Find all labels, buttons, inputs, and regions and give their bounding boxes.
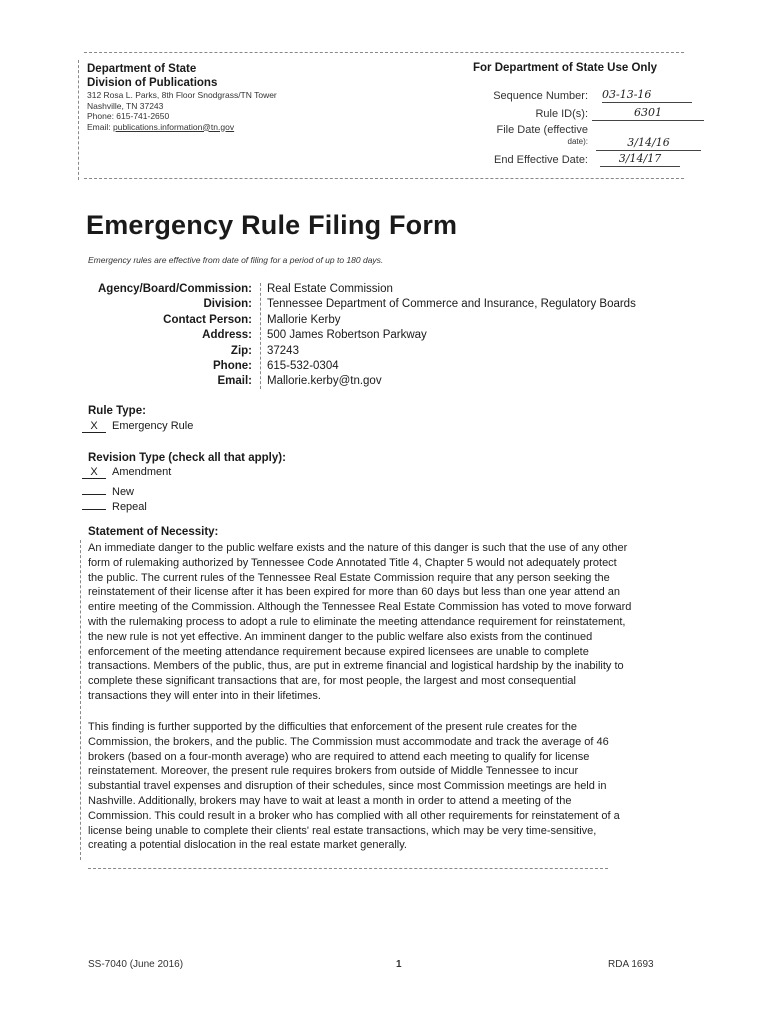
footer-page-number: 1: [396, 959, 402, 970]
statement-line: entire meeting of the Commission. Although the Tennessee Real Estate Commission has voted to move forward: [88, 601, 632, 614]
statement-paragraph-1: [88, 541, 700, 704]
statement-bottom-border: [88, 868, 608, 869]
field-separator: [260, 283, 261, 389]
revision-label-repeal: Repeal: [112, 501, 147, 513]
statement-line: the public. The current rules of the Tennessee Real Estate Commission require that any person seeking the: [88, 571, 610, 584]
statement-line: transactions. Members of the public, thus, are put in extreme financial and logistical hardship by the inability to: [88, 660, 624, 673]
dept-city: Nashville, TN 37243: [87, 100, 164, 111]
statement-line: Commission. This could result in a broker who has complied with all other requirements for reinstatement of a: [88, 809, 620, 822]
rule-type-option: [82, 420, 193, 433]
address-label: Address:: [202, 329, 252, 341]
footer-form-id: SS-7040 (June 2016): [88, 959, 184, 970]
contact-label: Contact Person:: [163, 314, 252, 326]
revision-mark-repeal[interactable]: [82, 497, 106, 510]
form-subtitle: Emergency rules are effective from date of filing for a period of up to 180 days.: [88, 255, 384, 265]
statement-line: license being unable to complete their clients' real estate transactions, which may be very time-sensitive,: [88, 824, 597, 837]
dept-email-link[interactable]: publications.information@tn.gov: [113, 121, 235, 132]
statement-line: An immediate danger to the public welfare exists and the nature of this danger is such that the use of any other: [88, 542, 628, 554]
statement-line: complete these significant transactions that are, for most people, the largest and most consequential: [88, 675, 576, 688]
zip-label: Zip:: [230, 345, 252, 357]
division-value: Tennessee Department of Commerce and Insurance, Regulatory Boards: [267, 298, 636, 310]
dept-phone: Phone: 615-741-2650: [87, 111, 170, 121]
sequence-value: 03-13-16: [602, 88, 692, 103]
statement-line: the new rule is not yet effective. An imminent danger to the public welfare also exists from the continued: [88, 630, 593, 643]
statement-line: transactions they will enter into in their lifetimes.: [88, 689, 321, 702]
agency-value: Real Estate Commission: [267, 283, 393, 295]
header-top-border: [84, 52, 684, 53]
statement-line: This finding is further supported by the difficulties that enforcement of the present rule creates for the: [88, 721, 577, 733]
statement-line: Commission, the brokers, and the public. The Commission must accommodate and track the average of 46: [88, 735, 609, 748]
statement-line: enforcement of the meeting attendance requirement because expired licensees are unable to complete: [88, 645, 589, 658]
sequence-label: Sequence Number:: [493, 90, 588, 102]
dept-email-label: Email:: [87, 121, 111, 132]
revision-option: [82, 482, 134, 498]
revision-mark-new[interactable]: [82, 482, 106, 495]
statement-line: substantial travel expenses and disruption of their schedules, since most Commission meetings are held in: [88, 780, 607, 793]
zip-value: 37243: [267, 345, 299, 357]
file-date-label-cont: date):: [567, 137, 588, 146]
email-value[interactable]: Mallorie.kerby@tn.gov: [267, 375, 382, 387]
statement-line: creating a potential dislocation in the real estate market generally.: [88, 839, 407, 852]
address-value: 500 James Robertson Parkway: [267, 329, 427, 341]
rule-type-heading: Rule Type:: [88, 405, 146, 417]
statement-line: brokers (based on a four-month average) who are required to attend each meeting to qualify for license: [88, 750, 590, 763]
email-label: Email:: [217, 375, 252, 387]
statement-line: reinstatement. Moreover, the present rule requires brokers from outside of Middle Tennessee to incur: [88, 765, 579, 778]
state-use-title: For Department of State Use Only: [473, 62, 658, 74]
file-date-value: 3/14/16: [596, 136, 701, 151]
header-bottom-border: [84, 178, 684, 179]
statement-paragraph-2: [88, 720, 700, 853]
revision-mark-amendment[interactable]: X: [82, 466, 106, 479]
phone-label: Phone:: [213, 360, 252, 372]
contact-value: Mallorie Kerby: [267, 314, 341, 326]
division-label: Division:: [203, 298, 252, 310]
revision-option: [82, 466, 171, 479]
end-date-value: 3/14/17: [600, 152, 680, 167]
statement-line: form of rulemaking authorized by Tennessee Code Annotated Title 4, Chapter 5 would not adequately protect: [88, 556, 617, 569]
end-date-label: End Effective Date:: [494, 154, 588, 166]
statement-left-border: [80, 540, 81, 860]
revision-type-heading: Revision Type (check all that apply):: [88, 452, 286, 464]
division-name: Division of Publications: [87, 77, 218, 89]
rule-type-option-label: Emergency Rule: [112, 420, 194, 432]
statement-line: reinstatement of their license after it has been expired for more than 60 days but less than one year attend an: [88, 586, 620, 599]
footer-code: RDA 1693: [608, 959, 654, 970]
revision-label-amendment: Amendment: [112, 466, 172, 478]
header-left: [87, 62, 277, 132]
statement-line: with the rulemaking process to adopt a rule to eliminate the meeting attendance requirement for reinstatement,: [88, 615, 626, 628]
rule-id-label: Rule ID(s):: [535, 108, 588, 120]
header-left-border: [78, 60, 79, 180]
rule-id-value: 6301: [592, 106, 704, 121]
form-title: Emergency Rule Filing Form: [86, 210, 458, 240]
statement-line: Nashville. Additionally, brokers may have to wait at least a month in order to attend a meeting of the: [88, 794, 572, 807]
phone-value: 615-532-0304: [267, 360, 339, 372]
agency-label: Agency/Board/Commission:: [98, 283, 252, 295]
department-name: Department of State: [87, 63, 197, 75]
rule-type-mark[interactable]: X: [82, 420, 106, 433]
dept-email-line: [87, 122, 277, 133]
statement-heading: Statement of Necessity:: [88, 526, 219, 538]
dept-address: 312 Rosa L. Parks, 8th Floor Snodgrass/TN Tower: [87, 90, 277, 100]
revision-label-new: New: [112, 486, 135, 498]
file-date-label: File Date (effective: [496, 124, 588, 136]
revision-option: [82, 497, 147, 513]
